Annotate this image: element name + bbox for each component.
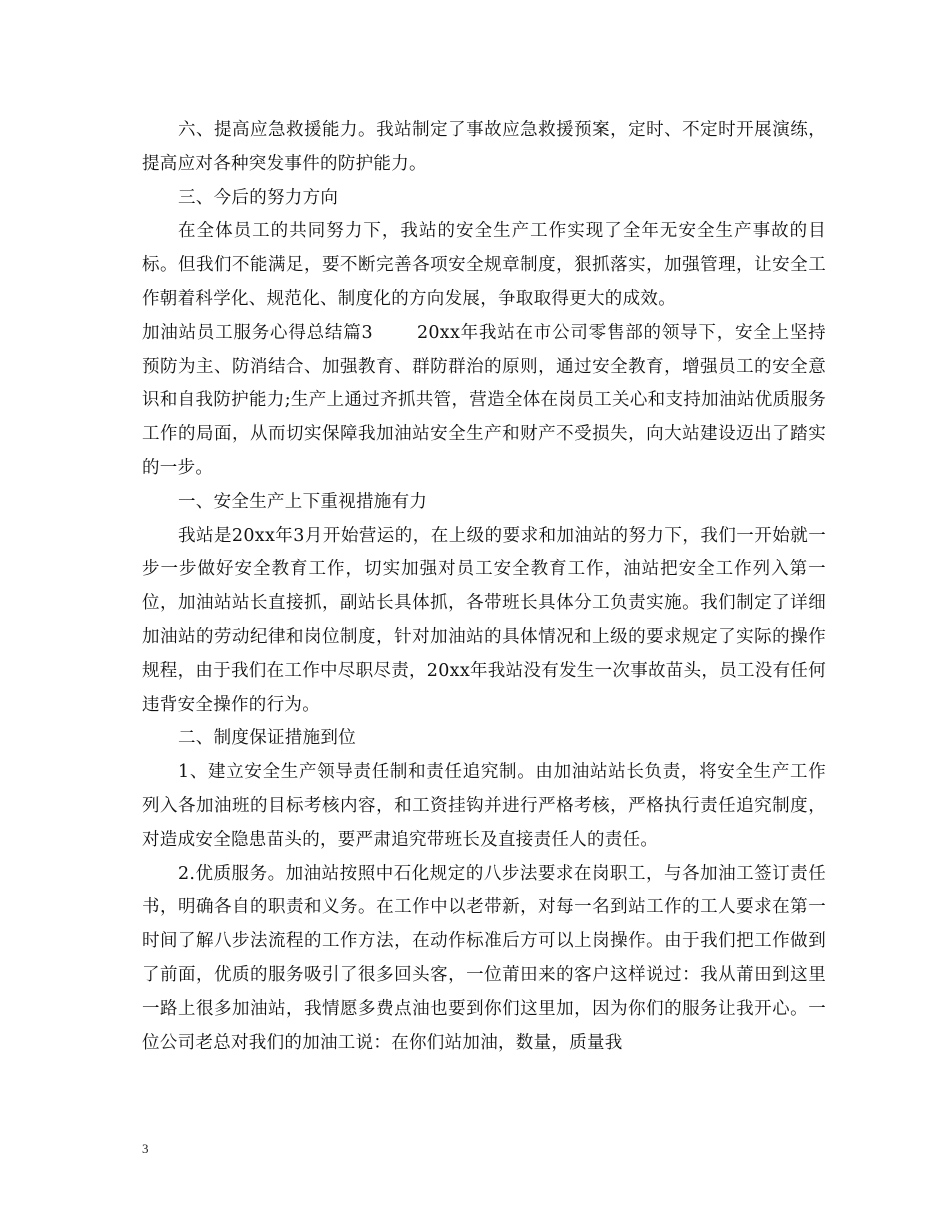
paragraph-quality-service: 2.优质服务。加油站按照中石化规定的八步法要求在岗职工，与各加油工签订责任书，明确各自的职责和义务。在工作中以老带新，对每一名到站工作的工人要求在第一时间了解八步法流程的工作方法，在动作标准后方可以上岗操作。由于我们把工作做到了前面，优质的服务吸引了很多回头客，一位莆田来的客户这样说过：我从莆田到这里一路上很多加油站，我情愿多费点油也要到你们这里加，因为你们的服务让我开心。一位公司老总对我们的加油工说：在你们站加油，数量，质量我 [142,863,826,1053]
document-body [142,114,826,1060]
heading-safety-measures: 一、安全生产上下重视措施有力 [178,491,428,512]
section-summary-3 [142,317,826,486]
page-number: 3 [142,1141,149,1156]
heading-system-guarantee: 二、制度保证措施到位 [178,728,356,749]
paragraph-joint-efforts: 在全体员工的共同努力下，我站的安全生产工作实现了全年无安全生产事故的目标。但我们不能满足，要不断完善各项安全规章制度，狠抓落实，加强管理，让安全工作朝着科学化、规范化、制度化的方向发展，争取取得更大的成效。 [142,221,826,309]
paragraph-station-operation: 我站是20xx年3月开始营运的，在上级的要求和加油站的努力下，我们一开始就一步一步做好安全教育工作，切实加强对员工安全教育工作，油站把安全工作列入第一位，加油站站长直接抓，副站长具体抓，各带班长具体分工负责实施。我们制定了详细加油站的劳动纪律和岗位制度，针对加油站的具体情况和上级的要求规定了实际的操作规程，由于我们在工作中尽职尽责，20xx年我站没有发生一次事故苗头，员工没有任何违背安全操作的行为。 [142,525,827,715]
section-heading: 加油站员工服务心得总结篇3 [142,322,373,343]
paragraph-responsibility-system: 1、建立安全生产领导责任制和责任追究制。由加油站站长负责，将安全生产工作列入各加油班的目标考核内容，和工资挂钩并进行严格考核，严格执行责任追究制度，对造成安全隐患苗头的，要严肃追究带班长及直接责任人的责任。 [142,762,826,850]
heading-future-direction: 三、今后的努力方向 [178,187,339,208]
section-intro-text: 20xx年我站在市公司零售部的领导下，安全上坚持预防为主、防消结合、加强教育、群防群治的原则，通过安全教育，增强员工的安全意识和自我防护能力;生产上通过齐抓共管，营造全体在岗员工关心和支持加油站优质服务工作的局面，从而切实保障我加油站安全生产和财产不受损失，向大站建设迈出了踏实的一步。 [142,322,826,478]
paragraph-emergency-rescue: 六、提高应急救援能力。我站制定了事故应急救援预案，定时、不定时开展演练，提高应对各种突发事件的防护能力。 [142,120,826,174]
